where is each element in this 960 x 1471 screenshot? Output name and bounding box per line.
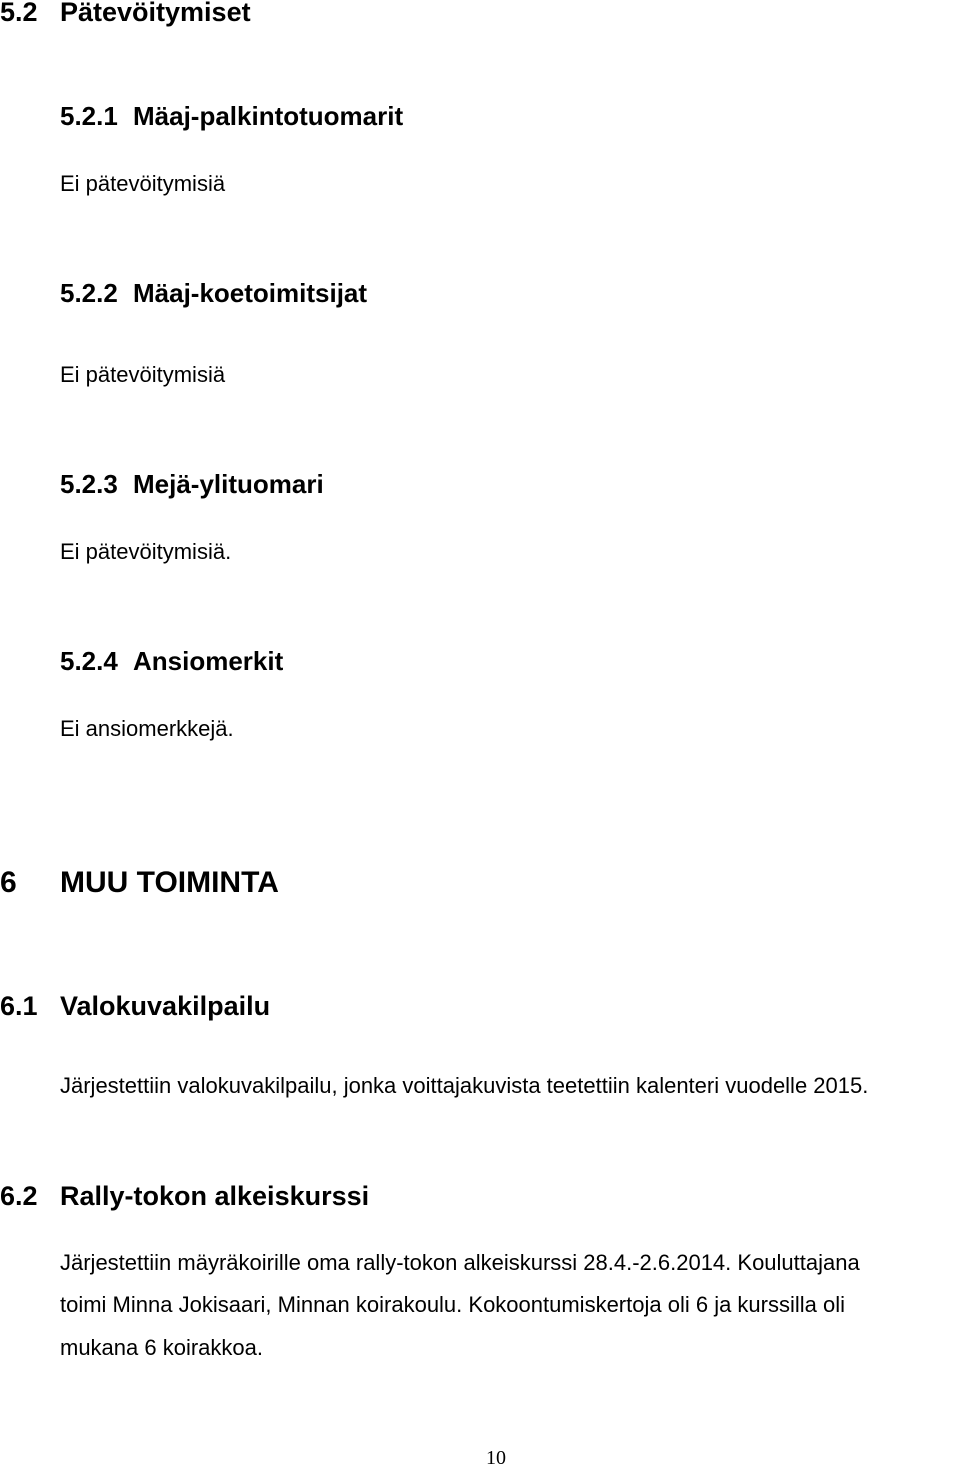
paragraph-5-2-3: Ei pätevöitymisiä. <box>60 539 232 564</box>
section-title: Valokuvakilpailu <box>60 991 271 1021</box>
heading-6-1 <box>0 991 270 1022</box>
heading-5-2-3 <box>60 469 324 500</box>
section-number: 6 <box>0 866 17 899</box>
section-number: 6.1 <box>0 991 38 1021</box>
section-title: Pätevöitymiset <box>60 0 251 27</box>
section-number: 5.2.3 <box>60 469 118 499</box>
heading-6-2 <box>0 1181 369 1212</box>
page-number: 10 <box>486 1447 506 1469</box>
section-title: MUU TOIMINTA <box>60 866 279 899</box>
paragraph-6-1: Järjestettiin valokuvakilpailu, jonka voittajakuvista teetettiin kalenteri vuodelle 2015. <box>60 1073 869 1098</box>
section-number: 5.2.1 <box>60 101 118 131</box>
paragraph-5-2-2: Ei pätevöitymisiä <box>60 362 226 387</box>
heading-5-2-2 <box>60 278 367 309</box>
section-number: 5.2 <box>0 0 38 27</box>
section-title: Mäaj-koetoimitsijat <box>133 278 368 308</box>
heading-5-2-4 <box>60 646 283 677</box>
heading-5-2 <box>0 0 251 28</box>
heading-5-2-1 <box>60 101 403 132</box>
section-title: Ansiomerkit <box>133 646 284 676</box>
section-title: Mejä-ylituomari <box>133 469 324 499</box>
section-title: Mäaj-palkintotuomarit <box>133 101 404 131</box>
paragraph-5-2-4: Ei ansiomerkkejä. <box>60 716 234 741</box>
paragraph-5-2-1: Ei pätevöitymisiä <box>60 171 226 196</box>
paragraph-6-2-line: mukana 6 koirakkoa. <box>60 1335 263 1360</box>
section-number: 6.2 <box>0 1181 38 1211</box>
section-number: 5.2.2 <box>60 278 118 308</box>
section-title: Rally-tokon alkeiskurssi <box>60 1181 370 1211</box>
paragraph-6-2-line: Järjestettiin mäyräkoirille oma rally-tokon alkeiskurssi 28.4.-2.6.2014. Kouluttajana <box>60 1250 860 1275</box>
heading-6 <box>0 866 279 900</box>
paragraph-6-2-line: toimi Minna Jokisaari, Minnan koirakoulu. Kokoontumiskertoja oli 6 ja kurssilla oli <box>60 1292 846 1317</box>
section-number: 5.2.4 <box>60 646 118 676</box>
